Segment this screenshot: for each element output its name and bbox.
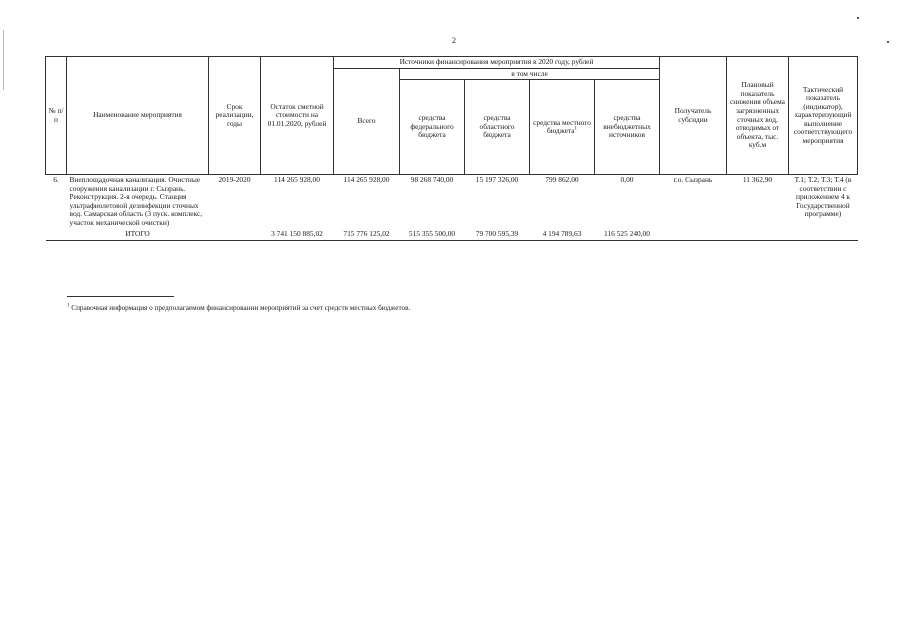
header-name: Наименование мероприятия <box>67 57 209 175</box>
cell-total: 114 265 928,00 <box>334 175 400 229</box>
totals-total: 715 776 125,02 <box>334 228 400 240</box>
footnote-ref: 1 <box>574 126 578 132</box>
cell-planned: 11 362,90 <box>727 175 789 229</box>
header-remainder: Остаток сметной стоимости на 01.01.2020, рублей <box>261 57 334 175</box>
totals-empty <box>789 228 858 240</box>
header-num: № п/п <box>46 57 67 175</box>
header-planned: Плановый показатель снижения объема загрязненных сточных вод, отводимых от объекта, тыс. куб.м <box>727 57 789 175</box>
header-recipient: Получатель субсидии <box>660 57 727 175</box>
header-including: в том числе <box>400 68 660 80</box>
scan-speck <box>857 17 859 19</box>
totals-empty <box>727 228 789 240</box>
header-local <box>530 80 595 175</box>
scan-speck <box>887 41 889 43</box>
totals-regional: 79 700 595,39 <box>465 228 530 240</box>
header-tactical: Тактический показатель (индикатор), характеризующий выполнение соответствующего мероприятия <box>789 57 858 175</box>
header-local-text: средства местного бюджета <box>533 117 591 136</box>
cell-remainder: 114 265 928,00 <box>261 175 334 229</box>
footnote-mark: 1 <box>67 303 70 309</box>
header-sources: Источники финансирования мероприятия в 2020 году, рублей <box>334 57 660 69</box>
header-regional: средства областного бюджета <box>465 80 530 175</box>
totals-row <box>46 228 858 240</box>
cell-num: 6. <box>46 175 67 229</box>
cell-term: 2019-2020 <box>209 175 261 229</box>
cell-regional: 15 197 326,00 <box>465 175 530 229</box>
totals-local: 4 194 789,63 <box>530 228 595 240</box>
financing-table <box>45 56 858 241</box>
header-term: Срок реализации, годы <box>209 57 261 175</box>
header-federal: средства федерального бюджета <box>400 80 465 175</box>
scan-edge-mark <box>3 30 4 90</box>
totals-label: ИТОГО <box>67 228 209 240</box>
totals-empty <box>209 228 261 240</box>
totals-extra: 116 525 240,00 <box>595 228 660 240</box>
cell-local: 799 862,00 <box>530 175 595 229</box>
footnote-divider <box>67 296 174 297</box>
cell-tactical: Т.1; Т.2; Т.3; Т.4 (в соответствии с приложением 4 к Государственной программе) <box>789 175 858 229</box>
cell-federal: 98 268 740,00 <box>400 175 465 229</box>
footnote-text: Справочная информация о предполагаемом финансировании мероприятий за счет средств местных бюджетов. <box>71 304 411 312</box>
footnote <box>67 304 410 312</box>
header-total: Всего <box>334 68 400 175</box>
totals-federal: 515 355 500,00 <box>400 228 465 240</box>
table-row <box>46 175 858 229</box>
header-extra: средства внебюджетных источников <box>595 80 660 175</box>
totals-empty <box>660 228 727 240</box>
totals-empty <box>46 228 67 240</box>
totals-remainder: 3 741 150 885,02 <box>261 228 334 240</box>
cell-name: Внеплощадочная канализация. Очистные сооружения канализации г. Сызрань. Реконструкция. 2-я очередь. Станция ультрафиолетовой дезинфекции сточных вод. Самарская область (3 пуск. комплекс, участок механической очистки) <box>67 175 209 229</box>
cell-recipient: г.о. Сызрань <box>660 175 727 229</box>
cell-extra: 0,00 <box>595 175 660 229</box>
page-number: 2 <box>452 36 456 45</box>
